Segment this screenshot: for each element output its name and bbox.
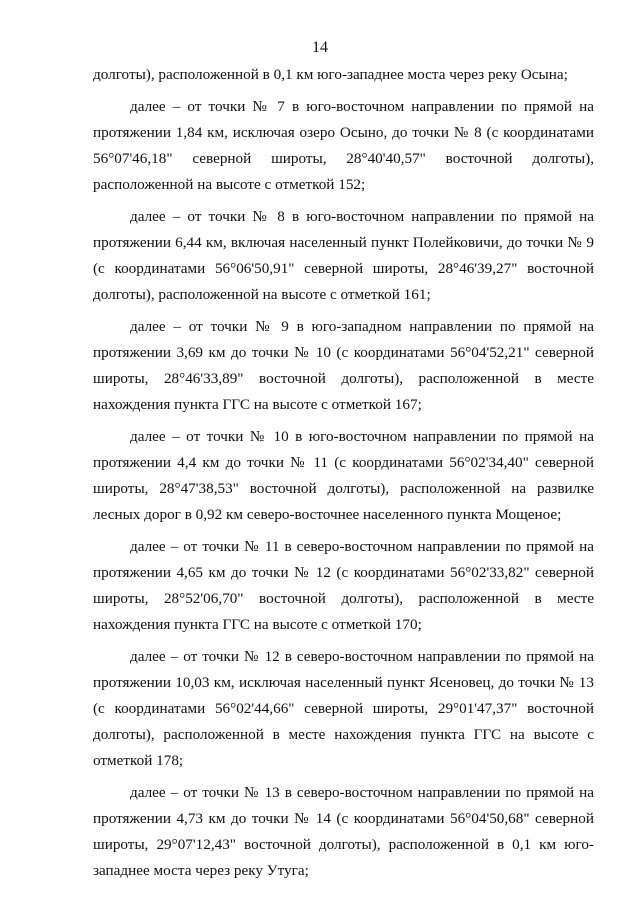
paragraph-continuation: долготы), расположенной в 0,1 км юго-западнее моста через реку Осына; <box>93 66 568 83</box>
document-body <box>93 62 594 890</box>
paragraph-point-13-to-14: далее – от точки № 13 в северо-восточном направлении по прямой на протяжении 4,73 км до точки № 14 (с координатами 56°04'50,68" северной широты, 29°07'12,43" восточной долготы), расположенной в 0,1 км юго-западнее моста через реку Утуга; <box>93 784 594 879</box>
paragraph-point-9-to-10: далее – от точки № 9 в юго-западном направлении по прямой на протяжении 3,69 км до точки № 10 (с координатами 56°04'52,21" северной широты, 28°46'33,89" восточной долготы), расположенной в месте нахождения пункта ГГС на высоте с отметкой 167; <box>93 318 594 413</box>
paragraph-point-10-to-11: далее – от точки № 10 в юго-восточном направлении по прямой на протяжении 4,4 км до точки № 11 (с координатами 56°02'34,40" северной широты, 28°47'38,53" восточной долготы), расположенной на развилке лесных дорог в 0,92 км северо-восточнее населенного пункта Мощеное; <box>93 428 594 523</box>
page-number: 14 <box>312 39 328 56</box>
paragraph-point-11-to-12: далее – от точки № 11 в северо-восточном направлении по прямой на протяжении 4,65 км до точки № 12 (с координатами 56°02'33,82" северной широты, 28°52'06,70" восточной долготы), расположенной в месте нахождения пункта ГГС на высоте с отметкой 170; <box>93 538 594 633</box>
paragraph-point-12-to-13: далее – от точки № 12 в северо-восточном направлении по прямой на протяжении 10,03 км, исключая населенный пункт Ясеновец, до точки № 13 (с координатами 56°02'44,66" северной широты, 29°01'47,37" восточной долготы), расположенной в месте нахождения пункта ГГС на высоте с отметкой 178; <box>93 648 594 769</box>
paragraph-point-7-to-8: далее – от точки № 7 в юго-восточном направлении по прямой на протяжении 1,84 км, исключая озеро Осыно, до точки № 8 (с координатами 56°07'46,18" северной широты, 28°40'40,57" восточной долготы), расположенной на высоте с отметкой 152; <box>93 98 594 193</box>
paragraph-point-8-to-9: далее – от точки № 8 в юго-восточном направлении по прямой на протяжении 6,44 км, включая населенный пункт Полейковичи, до точки № 9 (с координатами 56°06'50,91" северной широты, 28°46'39,27" восточной долготы), расположенной на высоте с отметкой 161; <box>93 208 594 303</box>
